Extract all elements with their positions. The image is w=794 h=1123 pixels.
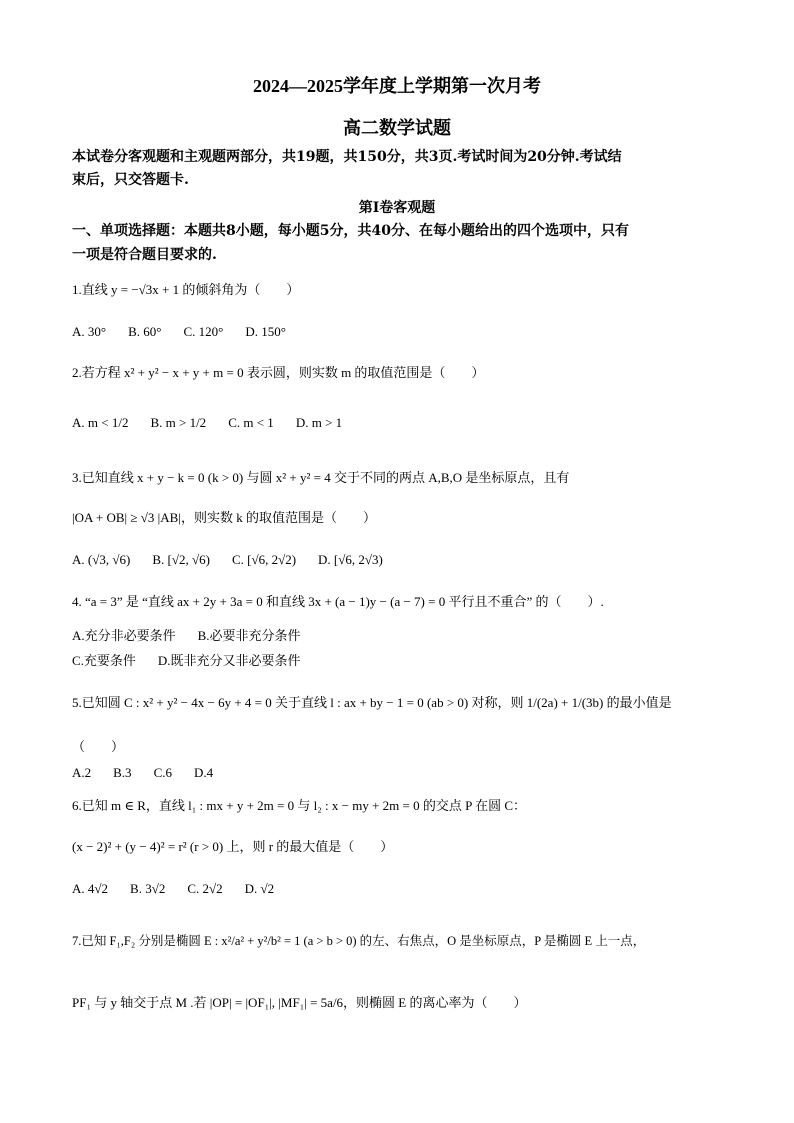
exam-title: 2024—2025学年度上学期第一次月考 <box>253 76 541 96</box>
option-d: D. √2 <box>244 881 275 896</box>
option-c: C. 120° <box>183 324 224 339</box>
option-d: D. m > 1 <box>295 415 343 430</box>
option-d: D.既非充分又非必要条件 <box>157 653 301 668</box>
question-1-stem: 1.直线 y = −√3x + 1 的倾斜角为（ ） <box>72 282 300 297</box>
option-d: D. [√6, 2√3) <box>318 552 383 567</box>
option-b: B.必要非充分条件 <box>197 628 301 643</box>
question-4-options-2 <box>72 652 323 670</box>
question-3-options <box>72 551 405 569</box>
option-b: B.3 <box>113 765 132 780</box>
option-a: A. (√3, √6) <box>72 552 131 567</box>
option-b: B. 60° <box>128 324 162 339</box>
question-5-options <box>72 764 235 782</box>
question-3-stem-2: |OA + OB| ≥ √3 |AB|，则实数 k 的取值范围是（ ） <box>72 510 376 525</box>
option-d: D.4 <box>193 765 214 780</box>
question-2-stem: 2.若方程 x² + y² − x + y + m = 0 表示圆，则实数 m 的取值范围是（ ） <box>72 365 485 380</box>
question-7-stem: 7.已知 F₁,F₂ 分别是椭圆 E : x²/a² + y²/b² = 1 (a > b > 0) 的左、右焦点，O 是坐标原点，P 是椭圆 E 上一点， <box>72 934 646 948</box>
option-c: C.充要条件 <box>72 653 136 668</box>
option-a: A. m < 1/2 <box>72 415 129 430</box>
option-c: C.6 <box>153 765 172 780</box>
option-a: A. 30° <box>72 324 107 339</box>
question-6-stem: 6.已知 m ∈ R，直线 l₁ : mx + y + 2m = 0 与 l₂ : x − my + 2m = 0 的交点 P 在圆 C： <box>72 798 527 813</box>
option-c: C. 2√2 <box>187 881 223 896</box>
option-b: B. m > 1/2 <box>150 415 207 430</box>
question-2-options <box>72 414 364 432</box>
question-1-options <box>72 323 308 341</box>
question-4-stem: 4. “a = 3” 是 “直线 ax + 2y + 3a = 0 和直线 3x + (a − 1)y − (a − 7) = 0 平行且不重合” 的（ ）. <box>72 594 604 609</box>
option-a: A. 4√2 <box>72 881 109 896</box>
option-b: B. 3√2 <box>130 881 166 896</box>
option-a: A.2 <box>72 765 92 780</box>
question-3-stem: 3.已知直线 x + y − k = 0 (k > 0) 与圆 x² + y² = 4 交于不同的两点 A,B,O 是坐标原点，且有 <box>72 470 570 485</box>
question-6-options <box>72 880 296 898</box>
option-d: D. 150° <box>245 324 286 339</box>
question-6-stem-2: (x − 2)² + (y − 4)² = r² (r > 0) 上，则 r 的最大值是（ ） <box>72 839 394 854</box>
option-c: C. m < 1 <box>228 415 274 430</box>
question-5-stem-2: （ ） <box>72 739 125 754</box>
question-4-options-1 <box>72 627 323 645</box>
question-5-stem: 5.已知圆 C : x² + y² − 4x − 6y + 4 = 0 关于直线 l : ax + by − 1 = 0 (ab > 0) 对称，则 1/(2a) + 1/(3b) 的最小值是 <box>72 695 672 710</box>
option-a: A.充分非必要条件 <box>72 628 176 643</box>
intro-line-2: 束后，只交答题卡. <box>72 172 189 188</box>
part1-instruction-2: 一项是符合题目要求的. <box>72 247 217 263</box>
section-title: 第I卷客观题 <box>358 200 436 216</box>
intro-line-1: 本试卷分客观题和主观题两部分，共19题，共150分，共3页.考试时间为20分钟.考试结 <box>72 149 622 165</box>
part1-instruction-1: 一、单项选择题：本题共8小题，每小题5分，共40分、在每小题给出的四个选项中，只有 <box>72 223 629 239</box>
question-7-stem-2: PF₁ 与 y 轴交于点 M .若 |OP| = |OF₁|, |MF₁| = 5a/6，则椭圆 E 的离心率为（ ） <box>72 995 527 1010</box>
exam-subtitle: 高二数学试题 <box>343 118 451 138</box>
option-b: B. [√2, √6) <box>152 552 210 567</box>
option-c: C. [√6, 2√2) <box>231 552 297 567</box>
